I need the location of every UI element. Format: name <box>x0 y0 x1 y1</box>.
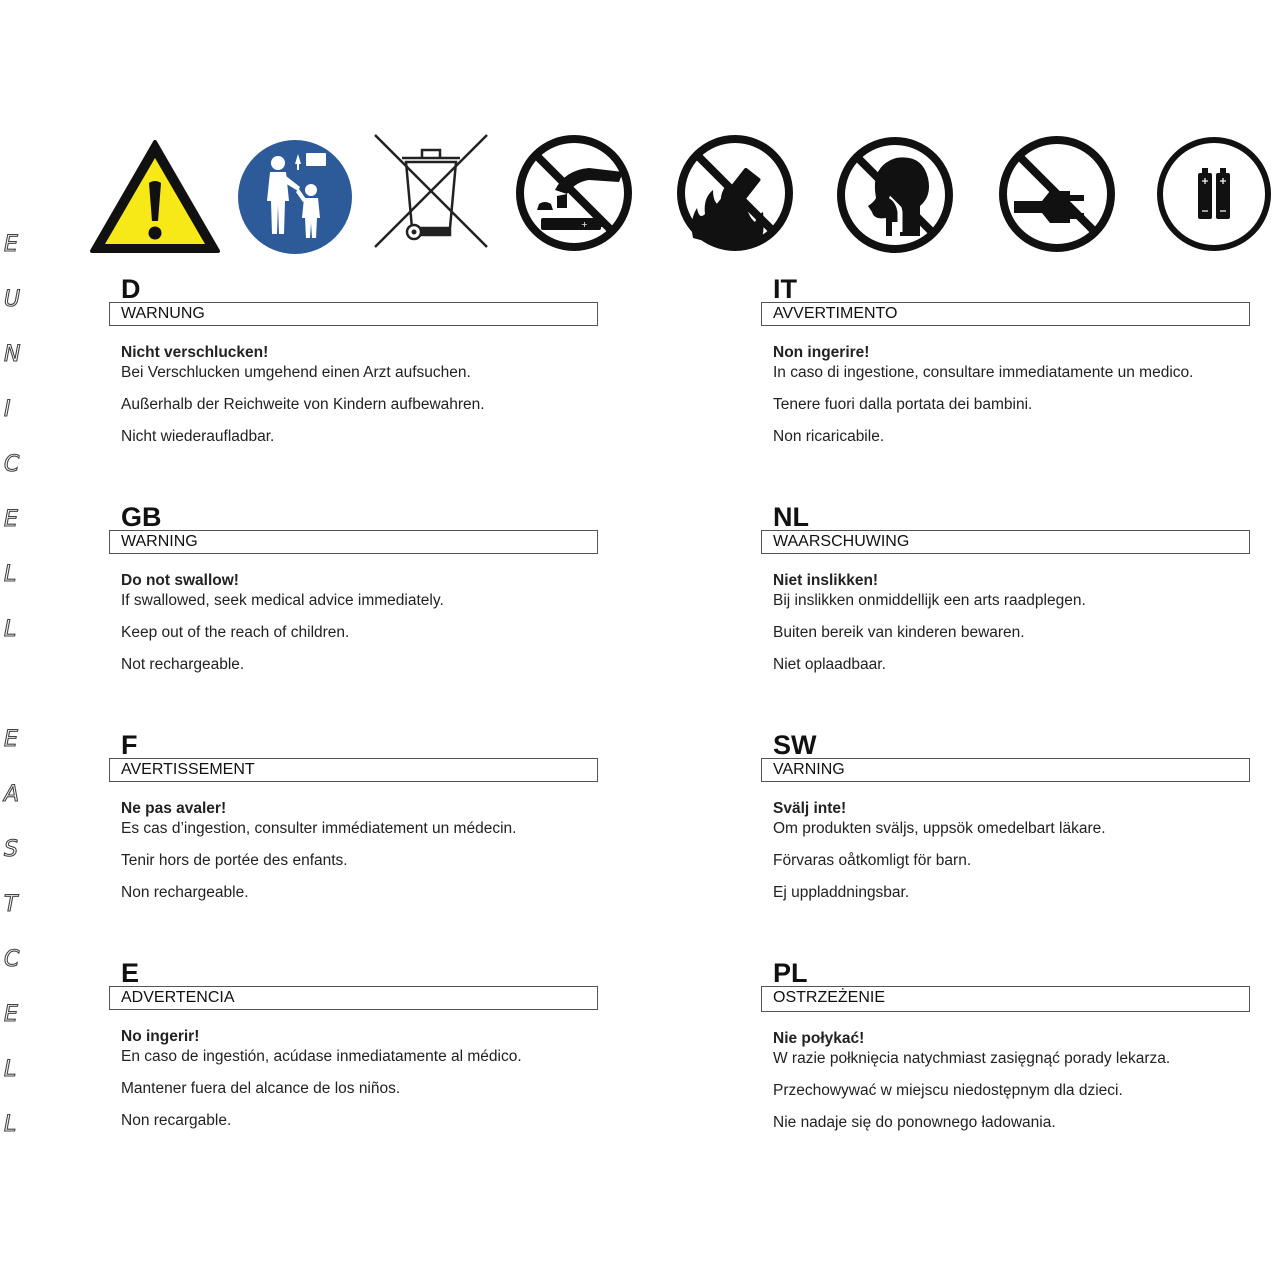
side-letter: A <box>4 782 20 807</box>
warning-text <box>121 342 485 447</box>
warning-heading-box: AVVERTIMENTO <box>761 302 1250 326</box>
do-not-charge-icon <box>998 135 1116 253</box>
warning-line: Mantener fuera del alcance de los niños. <box>121 1080 401 1097</box>
warning-title: Nicht verschlucken! <box>121 344 269 361</box>
warning-heading-box: ADVERTENCIA <box>109 986 598 1010</box>
language-code: F <box>121 730 138 760</box>
warning-line: Nicht wiederaufladbar. <box>121 428 275 445</box>
warning-title: Svälj inte! <box>773 800 847 817</box>
side-letter: L <box>4 562 17 587</box>
warning-line: Tenir hors de portée des enfants. <box>121 852 348 869</box>
side-letter: E <box>4 727 18 752</box>
warning-title: Ne pas avaler! <box>121 800 227 817</box>
warning-line: Bij inslikken onmiddellijk een arts raadplegen. <box>773 592 1086 609</box>
warning-heading-box: WAARSCHUWING <box>761 530 1250 554</box>
warning-line: Tenere fuori dalla portata dei bambini. <box>773 396 1033 413</box>
batteries-icon <box>1155 135 1272 253</box>
side-letter: I <box>4 397 11 422</box>
side-letter: T <box>4 892 18 917</box>
do-not-swallow-icon <box>836 136 954 254</box>
warning-heading-box: VARNING <box>761 758 1250 782</box>
warning-line: In caso di ingestione, consultare immediatamente un medico. <box>773 364 1194 381</box>
warning-line: Przechowywać w miejscu niedostępnym dla dzieci. <box>773 1082 1123 1099</box>
warning-line: Keep out of the reach of children. <box>121 624 350 641</box>
warning-title: No ingerir! <box>121 1028 200 1045</box>
keep-away-from-children-icon <box>237 139 353 255</box>
warning-line: W razie połknięcia natychmiast zasięgnąć porady lekarza. <box>773 1050 1171 1067</box>
warning-text <box>773 1028 1170 1133</box>
warning-line: Förvaras oåtkomligt för barn. <box>773 852 972 869</box>
side-letter: U <box>4 287 21 312</box>
warning-triangle-icon <box>88 138 222 256</box>
side-letter: E <box>4 232 18 257</box>
warning-line: Außerhalb der Reichweite von Kindern aufbewahren. <box>121 396 485 413</box>
warning-line: Ej uppladdningsbar. <box>773 884 910 901</box>
warning-heading-box: WARNUNG <box>109 302 598 326</box>
do-not-burn-icon <box>675 134 795 252</box>
language-code: PL <box>773 958 808 988</box>
warning-title: Niet inslikken! <box>773 572 879 589</box>
warning-heading-box: WARNING <box>109 530 598 554</box>
warning-line: Non ricaricabile. <box>773 428 885 445</box>
side-letter: N <box>4 342 21 367</box>
language-code: D <box>121 274 141 304</box>
language-code: IT <box>773 274 797 304</box>
warning-heading-box: AVERTISSEMENT <box>109 758 598 782</box>
language-code: E <box>121 958 140 988</box>
warning-line: Non rechargeable. <box>121 884 249 901</box>
warning-line: Non recargable. <box>121 1112 232 1129</box>
side-letter: C <box>4 452 20 477</box>
do-not-crush-icon <box>515 134 633 252</box>
warning-text <box>121 798 516 903</box>
warning-text <box>773 342 1193 447</box>
language-code: SW <box>773 730 817 760</box>
warning-line: Es cas d’ingestion, consulter immédiatement un médecin. <box>121 820 517 837</box>
language-code: GB <box>121 502 162 532</box>
warning-title: Do not swallow! <box>121 572 239 589</box>
warning-text <box>773 570 1086 675</box>
side-letter: E <box>4 507 18 532</box>
warning-title: Non ingerire! <box>773 344 870 361</box>
side-letter: E <box>4 1002 18 1027</box>
warning-line: Buiten bereik van kinderen bewaren. <box>773 624 1025 641</box>
warning-line: Nie nadaje się do ponownego ładowania. <box>773 1114 1056 1131</box>
warning-line: Niet oplaadbaar. <box>773 656 886 673</box>
warning-line: Not rechargeable. <box>121 656 245 673</box>
warning-text <box>121 570 444 675</box>
side-letter: L <box>4 1112 17 1137</box>
language-code: NL <box>773 502 809 532</box>
warning-line: If swallowed, seek medical advice immediately. <box>121 592 444 609</box>
warning-title: Nie połykać! <box>773 1030 865 1047</box>
side-letter: S <box>4 837 18 862</box>
side-letter: L <box>4 1057 17 1082</box>
warning-line: Bei Verschlucken umgehend einen Arzt aufsuchen. <box>121 364 471 381</box>
warning-text <box>121 1026 522 1131</box>
side-letter: L <box>4 617 17 642</box>
side-letter: C <box>4 947 20 972</box>
warning-line: Om produkten sväljs, uppsök omedelbart läkare. <box>773 820 1106 837</box>
svg-text:+: + <box>581 220 588 229</box>
warning-heading-box: OSTRZEŻENIE <box>761 986 1250 1012</box>
crossed-out-wheelie-bin-icon <box>372 132 490 250</box>
warning-line: En caso de ingestión, acúdase inmediatamente al médico. <box>121 1048 522 1065</box>
warning-text <box>773 798 1106 903</box>
